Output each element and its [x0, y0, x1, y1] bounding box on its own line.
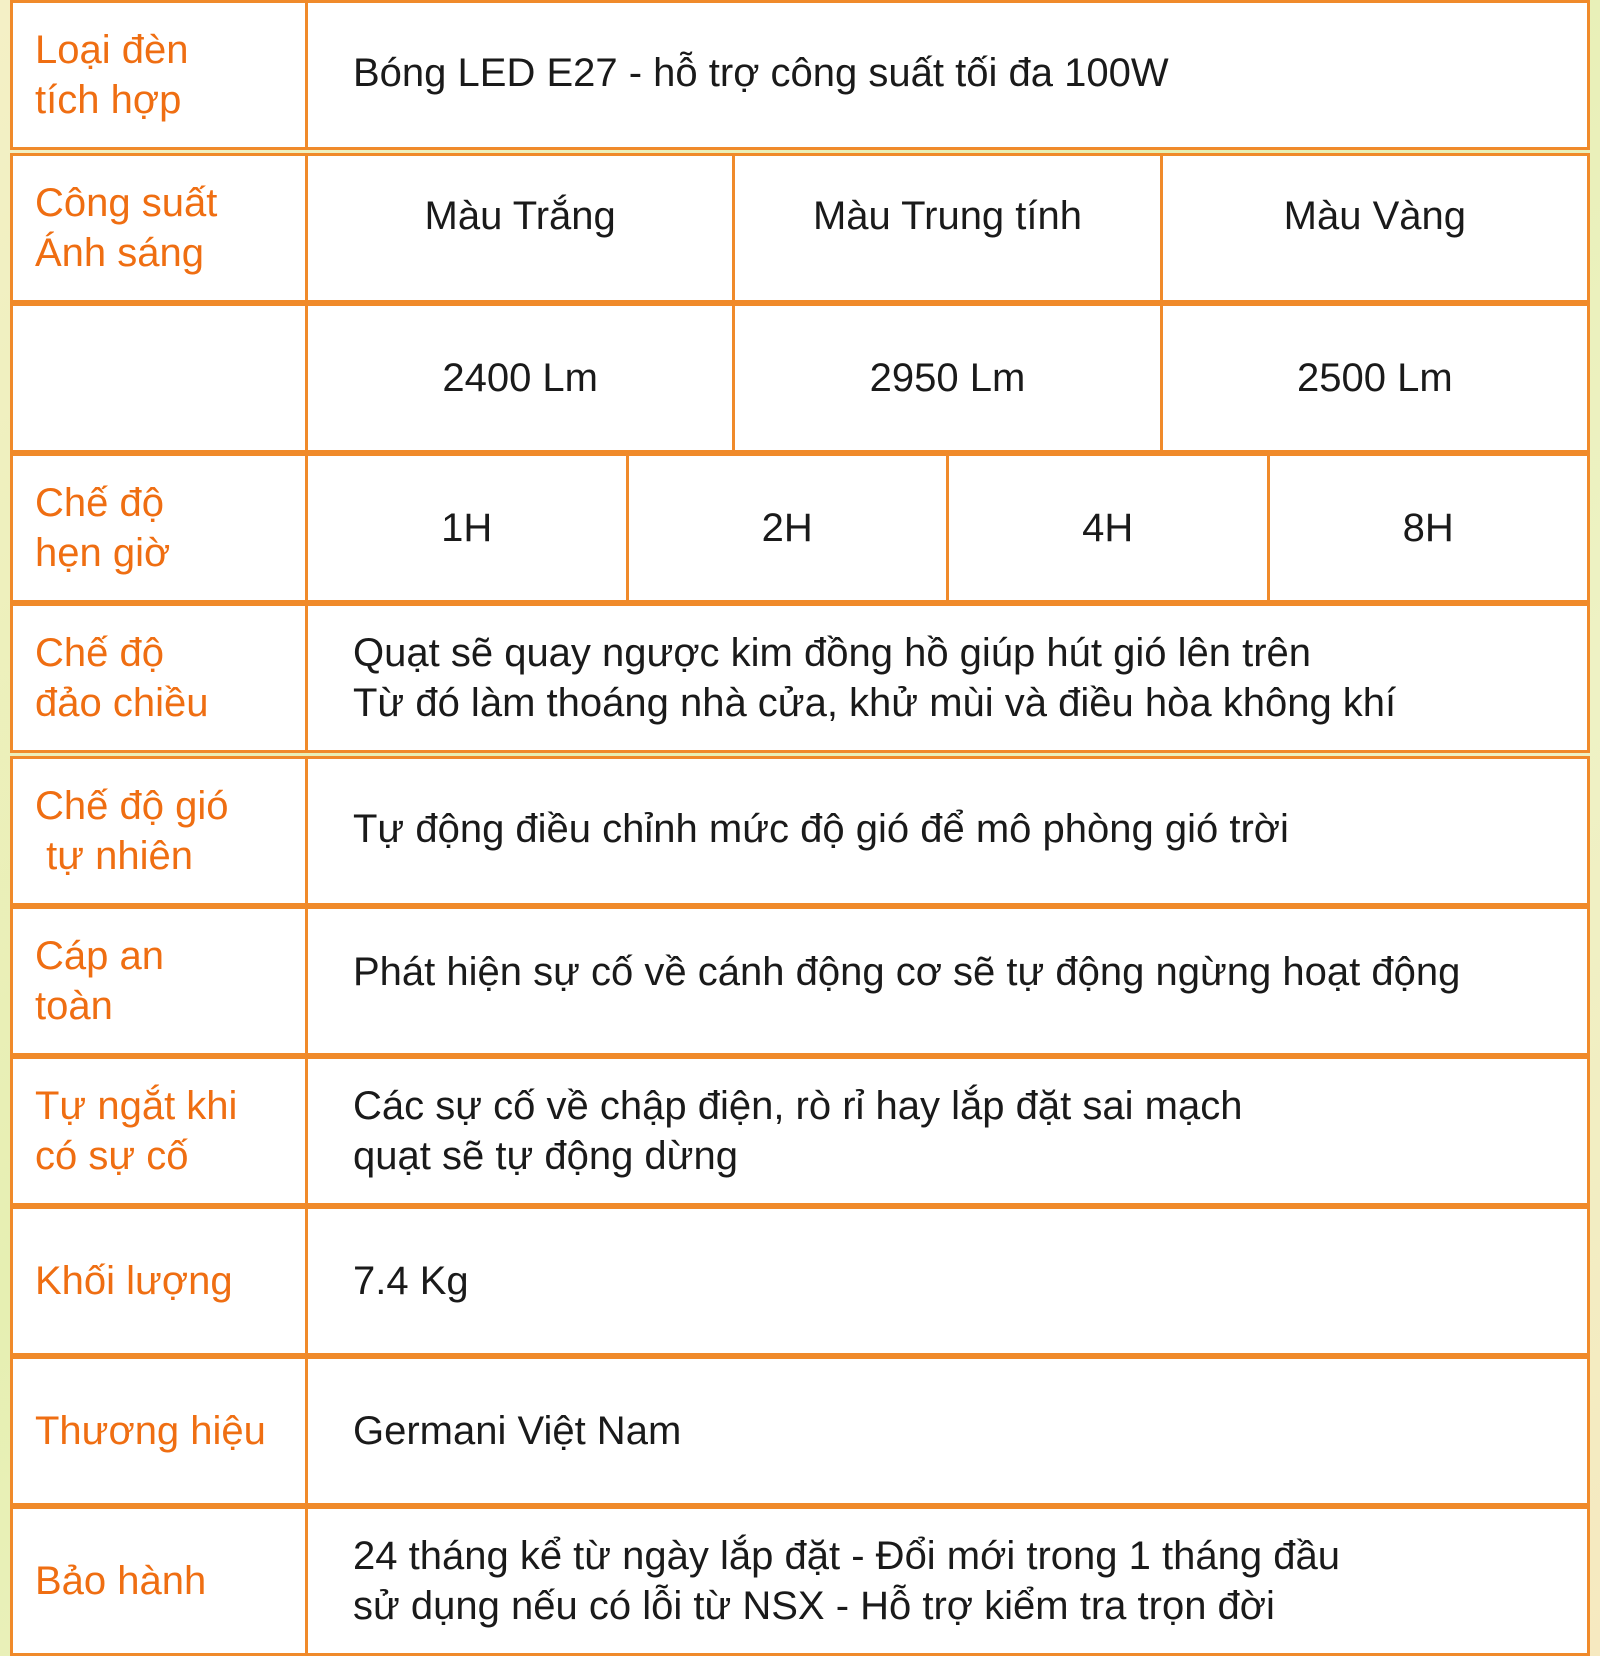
- value-line: Germani Việt Nam: [353, 1409, 682, 1453]
- row-value: [308, 909, 1587, 1053]
- row-label: [13, 156, 308, 300]
- value-line: Tự động điều chỉnh mức độ gió để mô phòng gió trời: [353, 807, 1289, 851]
- row-label: [13, 759, 308, 903]
- label-line: Bảo hành: [35, 1559, 207, 1603]
- label-line: tự nhiên: [35, 834, 193, 878]
- timer-option: 8H: [1402, 505, 1454, 550]
- spec-table: [10, 0, 1590, 1656]
- label-line: Khối lượng: [35, 1259, 233, 1303]
- row-label: [13, 1059, 308, 1203]
- row-value: [308, 3, 1587, 147]
- color-cell-yellow: Màu Vàng: [1283, 194, 1466, 238]
- value-line: 7.4 Kg: [353, 1259, 469, 1303]
- row-label: [13, 1509, 308, 1653]
- row-light-power-colors: [10, 153, 1590, 303]
- label-line: Công suất: [35, 181, 218, 225]
- label-line: Chế độ: [35, 481, 164, 525]
- timer-option: 4H: [949, 456, 1270, 600]
- timer-option: 2H: [629, 456, 950, 600]
- value-line: Từ đó làm thoáng nhà cửa, khử mùi và điều hòa không khí: [353, 681, 1397, 725]
- timer-option: 1H: [308, 456, 629, 600]
- row-label: [13, 1359, 308, 1503]
- lumen-cells: [308, 306, 1587, 450]
- row-label: [13, 909, 308, 1053]
- row-value: [308, 759, 1587, 903]
- row-label: [13, 1209, 308, 1353]
- timer-cells: [308, 456, 1587, 600]
- label-line: Chế độ gió: [35, 784, 229, 828]
- lumen-cell-neutral: 2950 Lm: [735, 306, 1162, 450]
- label-line: có sự cố: [35, 1134, 189, 1178]
- lumen-cell-yellow: 2500 Lm: [1296, 355, 1453, 400]
- label-line: toàn: [35, 984, 113, 1028]
- label-line: Tự ngắt khi: [35, 1084, 238, 1128]
- color-cell-neutral: Màu Trung tính: [735, 156, 1162, 300]
- value-line: Phát hiện sự cố về cánh động cơ sẽ tự động ngừng hoạt động: [353, 950, 1461, 994]
- row-value: [308, 1059, 1587, 1203]
- row-label: [13, 456, 308, 600]
- row-value: [308, 1509, 1587, 1653]
- value-line: Quạt sẽ quay ngược kim đồng hồ giúp hút gió lên trên: [353, 631, 1312, 675]
- label-line: Ánh sáng: [35, 231, 205, 275]
- value-line: Các sự cố về chập điện, rò rỉ hay lắp đặt sai mạch: [353, 1084, 1243, 1128]
- value-line: 24 tháng kể từ ngày lắp đặt - Đổi mới trong 1 tháng đầu: [353, 1534, 1340, 1578]
- color-cells: [308, 156, 1587, 300]
- value-line: quạt sẽ tự động dừng: [353, 1134, 738, 1178]
- row-warranty: [10, 1506, 1590, 1656]
- value-line: sử dụng nếu có lỗi từ NSX - Hỗ trợ kiểm tra trọn đời: [353, 1584, 1275, 1628]
- row-label: [13, 3, 308, 147]
- color-cell-white: Màu Trắng: [308, 156, 735, 300]
- label-line: Thương hiệu: [35, 1409, 266, 1453]
- row-value: [308, 606, 1587, 750]
- row-reverse: [10, 603, 1590, 753]
- row-safety-cable: [10, 906, 1590, 1056]
- row-timer: [10, 453, 1590, 603]
- row-natural-wind: [10, 756, 1590, 906]
- label-line: hẹn giờ: [35, 531, 171, 575]
- label-line: đảo chiều: [35, 681, 209, 725]
- value-line: Bóng LED E27 - hỗ trợ công suất tối đa 100W: [353, 51, 1169, 95]
- row-auto-off: [10, 1056, 1590, 1206]
- label-line: Loại đèn: [35, 28, 189, 72]
- row-brand: [10, 1356, 1590, 1506]
- label-line: Cáp an: [35, 934, 164, 978]
- row-label: [13, 606, 308, 750]
- row-label-empty: [13, 306, 308, 450]
- row-value: [308, 1359, 1587, 1503]
- label-line: Chế độ: [35, 631, 164, 675]
- lumen-cell-white: 2400 Lm: [308, 306, 735, 450]
- row-weight: [10, 1206, 1590, 1356]
- label-line: tích hợp: [35, 78, 182, 122]
- row-lamp-type: [10, 0, 1590, 150]
- row-light-power-lumens: [10, 303, 1590, 453]
- row-value: [308, 1209, 1587, 1353]
